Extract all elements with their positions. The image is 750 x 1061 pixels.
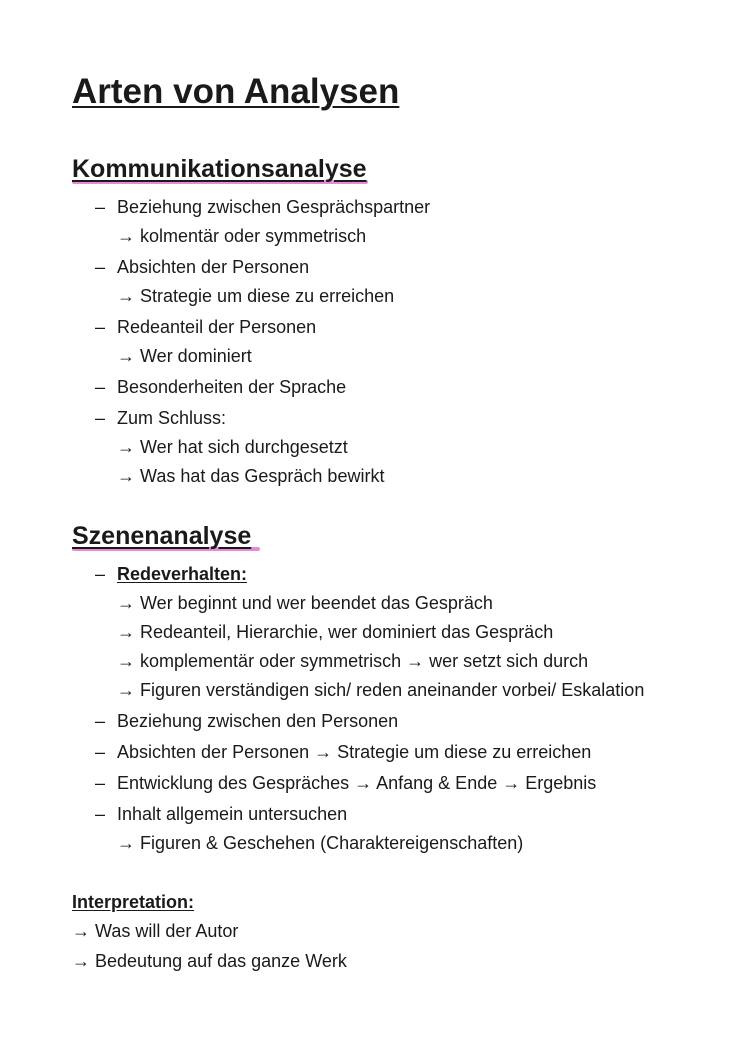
list-item: Besonderheiten der Sprache bbox=[117, 377, 347, 397]
arrow-icon: → bbox=[117, 680, 135, 700]
list-item-heading: Redeverhalten: bbox=[117, 564, 248, 584]
list-item: Absichten der Personen bbox=[117, 257, 310, 277]
arrow-icon: → bbox=[117, 286, 135, 306]
list-item: Beziehung zwischen den Personen bbox=[117, 711, 399, 731]
sub-item: → Wer beginnt und wer beendet das Gespräch bbox=[117, 593, 493, 613]
interpretation-heading: Interpretation: bbox=[72, 892, 195, 912]
sub-item: → Was hat das Gespräch bewirkt bbox=[117, 466, 385, 486]
sub-item: → Figuren verständigen sich/ reden aneinander vorbei/ Eskalation bbox=[117, 680, 645, 700]
bullet-dash: – bbox=[95, 804, 106, 824]
arrow-icon: → bbox=[117, 466, 135, 486]
arrow-icon: → bbox=[117, 226, 135, 246]
arrow-icon: → bbox=[117, 622, 135, 642]
arrow-icon: → bbox=[72, 921, 90, 941]
bullet-dash: – bbox=[95, 408, 106, 428]
sub-item: → Figuren & Geschehen (Charaktereigenschaften) bbox=[117, 833, 524, 853]
list-item: Beziehung zwischen Gesprächspartner bbox=[117, 197, 431, 217]
list-item: Zum Schluss: bbox=[117, 408, 227, 428]
page-title: Arten von Analysen bbox=[72, 72, 400, 111]
sub-item: → Strategie um diese zu erreichen bbox=[117, 286, 395, 306]
arrow-icon: → bbox=[117, 593, 135, 613]
list-item: Inhalt allgemein untersuchen bbox=[117, 804, 348, 824]
sub-item: → Wer hat sich durchgesetzt bbox=[117, 437, 348, 457]
bullet-dash: – bbox=[95, 742, 106, 762]
section-heading-kommunikation: Kommunikationsanalyse bbox=[72, 155, 367, 183]
section-heading-szene: Szenenanalyse bbox=[72, 522, 252, 550]
sub-item: → Redeanteil, Hierarchie, wer dominiert das Gespräch bbox=[117, 622, 554, 642]
sub-item: → kolmentär oder symmetrisch bbox=[117, 226, 367, 246]
sub-item: → Wer dominiert bbox=[117, 346, 252, 366]
bullet-dash: – bbox=[95, 773, 106, 793]
bullet-dash: – bbox=[95, 317, 106, 337]
sub-item: → Bedeutung auf das ganze Werk bbox=[72, 951, 347, 971]
sub-item: → komplementär oder symmetrisch → wer setzt sich durch bbox=[117, 651, 589, 671]
arrow-icon: → bbox=[117, 437, 135, 457]
arrow-icon: → bbox=[117, 346, 135, 366]
arrow-icon: → bbox=[117, 833, 135, 853]
list-item: Absichten der Personen → Strategie um diese zu erreichen bbox=[117, 742, 592, 762]
list-item: Entwicklung des Gespräches → Anfang & Ende → Ergebnis bbox=[117, 773, 597, 793]
list-item: Redeanteil der Personen bbox=[117, 317, 317, 337]
arrow-icon: → bbox=[117, 651, 135, 671]
sub-item: → Was will der Autor bbox=[72, 921, 239, 941]
bullet-dash: – bbox=[95, 377, 106, 397]
bullet-dash: – bbox=[95, 564, 106, 584]
bullet-dash: – bbox=[95, 257, 106, 277]
bullet-dash: – bbox=[95, 711, 106, 731]
bullet-dash: – bbox=[95, 197, 106, 217]
arrow-icon: → bbox=[72, 951, 90, 971]
